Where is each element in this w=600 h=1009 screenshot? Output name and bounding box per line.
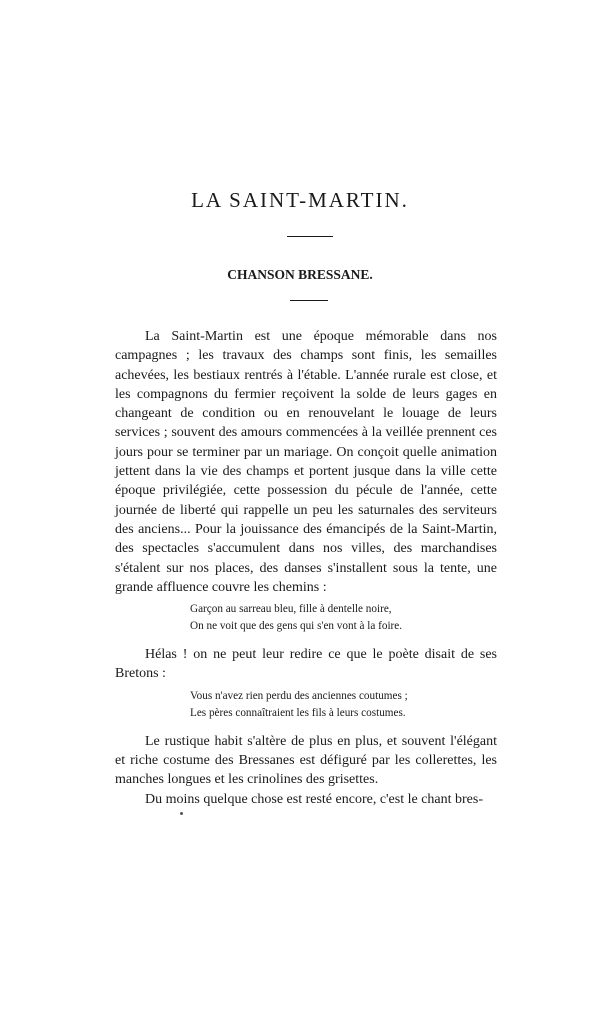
- ink-speck: [180, 812, 183, 815]
- body-text: [115, 327, 497, 809]
- paragraph: Du moins quelque chose est resté encore, c'est le chant bres-: [145, 791, 484, 807]
- subtitle-rule: [290, 300, 328, 301]
- verse-line: Vous n'avez rien perdu des anciennes coutumes ;: [190, 689, 408, 702]
- paragraph: Le rustique habit s'altère de plus en plus, et souvent l'élégant et riche costume des Bressanes est défiguré par les collerettes, les manches longues et les crinolines des grisettes.: [115, 733, 497, 788]
- verse-line: Garçon au sarreau bleu, fille à dentelle noire,: [190, 603, 392, 616]
- chapter-title: LA SAINT-MARTIN.: [191, 188, 409, 212]
- verse-block: [190, 688, 497, 722]
- paragraph: La Saint-Martin est une époque mémorable dans nos campagnes ; les travaux des champs sont finis, les semailles achevées, les bestiaux rentrés à l'étable. L'année rurale est close, et les compagnons du fermier reçoivent la solde de leurs gages en changeant de condition ou en renouvelant le louage de leurs services ; souvent des amours commencées à la veillée prennent ces jours pour se terminer par un mariage. On conçoit quelle animation jettent dans la vie des champs et portent jusque dans la ville cette époque privilégiée, cette possession du pécule de l'année, cette journée de liberté qui rappelle un peu les saturnales des serviteurs des anciens... Pour la jouissance des émancipés de la Saint-Martin, des spectacles s'accumulent dans nos villes, des marchandises s'étalent sur nos places, des danses s'installent sous la tente, une grande affluence couvre les chemins :: [115, 329, 497, 595]
- verse-line: Les pères connaîtraient les fils à leurs costumes.: [190, 706, 406, 719]
- title-rule: [287, 236, 333, 237]
- verse-line: On ne voit que des gens qui s'en vont à la foire.: [190, 620, 403, 633]
- verse-block: [190, 601, 497, 635]
- chapter-subtitle: CHANSON BRESSANE.: [227, 267, 373, 282]
- paragraph: Hélas ! on ne peut leur redire ce que le poète disait de ses Bretons :: [115, 647, 497, 682]
